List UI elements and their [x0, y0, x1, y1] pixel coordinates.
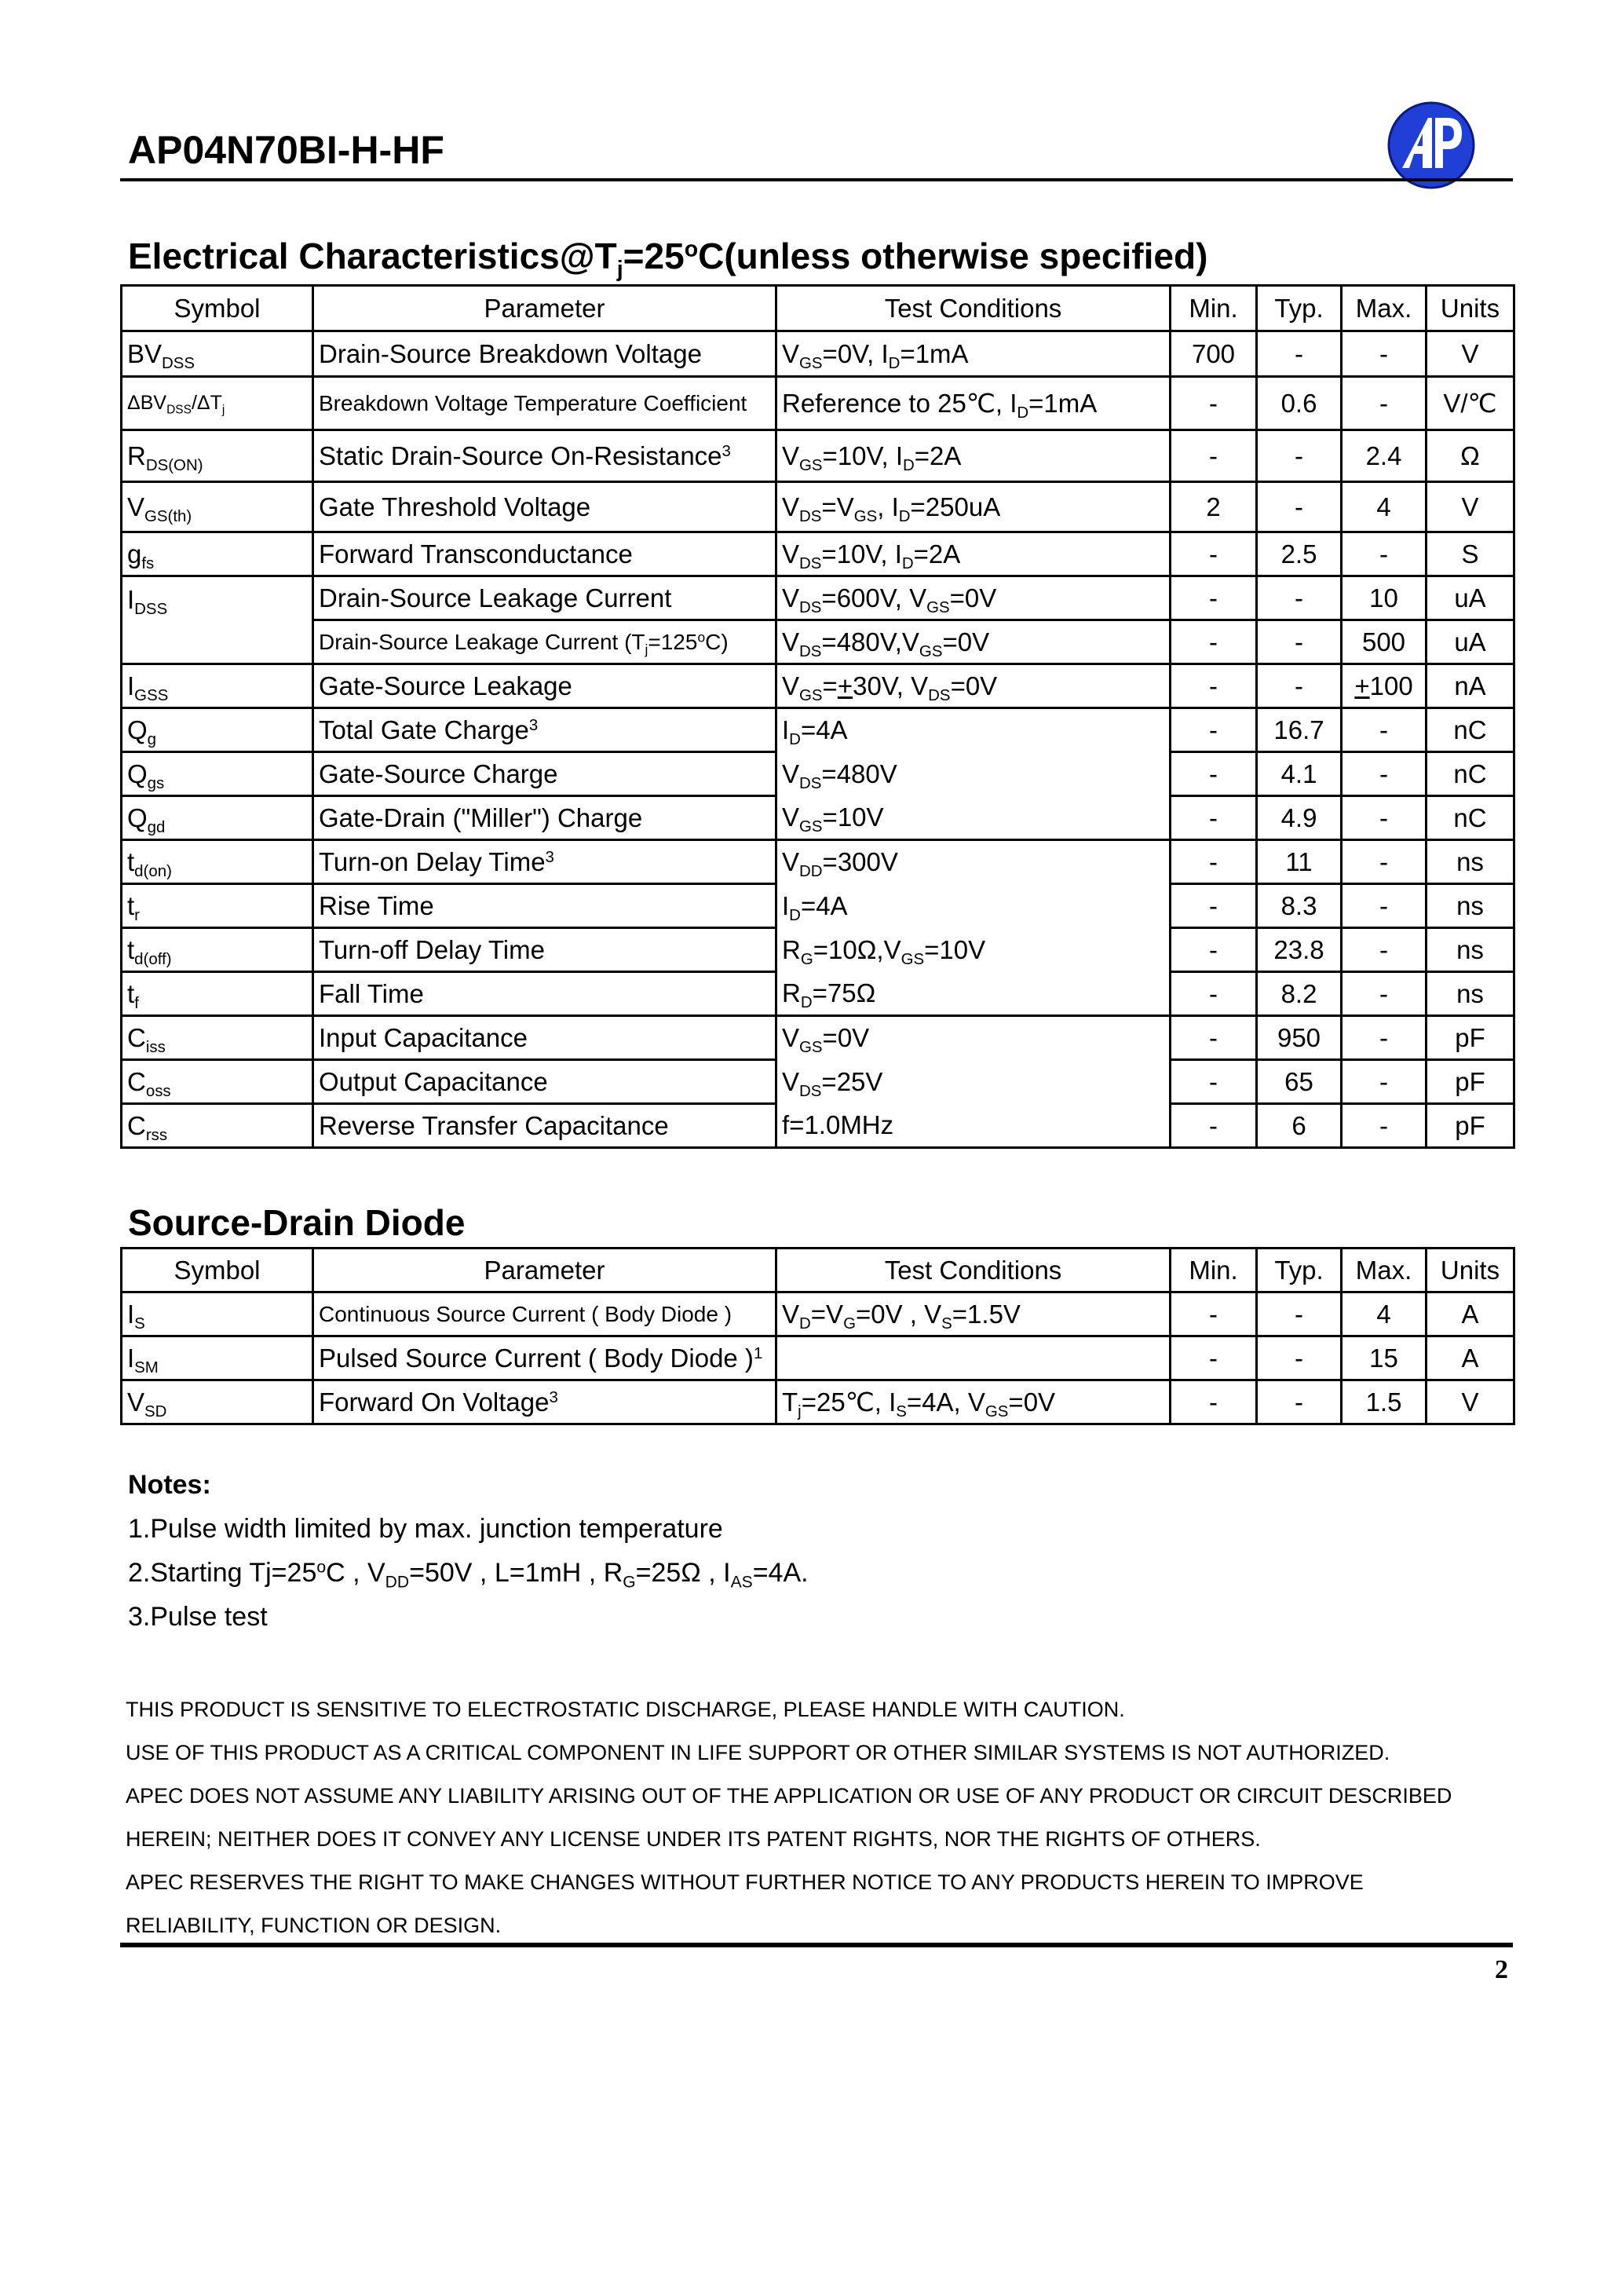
min-cell: -	[1171, 1016, 1257, 1060]
symbol-cell: $V_{SD}$	[122, 1380, 313, 1424]
typ-cell: 4.1	[1257, 752, 1342, 796]
table-row	[122, 972, 1514, 1016]
disclaimer-line: APEC DOES NOT ASSUME ANY LIABILITY ARISING OUT OF THE APPLICATION OR USE OF ANY PRODUCT OR CIRCUIT DESCRIBED	[126, 1784, 1452, 1808]
conditions-cell: $V_D=V_G=0V$ , $V_S=1.5V$	[776, 1292, 1171, 1336]
min-cell: -	[1171, 576, 1257, 620]
typ-cell: 8.3	[1257, 884, 1342, 928]
max-cell: -	[1342, 1016, 1427, 1060]
min-cell: -	[1171, 1380, 1257, 1424]
symbol-cell: $t_f$	[122, 972, 313, 1016]
table-row	[122, 884, 1514, 928]
table-row	[122, 430, 1514, 482]
table-row	[122, 928, 1514, 972]
max-cell: 500	[1342, 620, 1427, 664]
table-row	[122, 840, 1514, 884]
units-cell: nC	[1427, 708, 1514, 752]
table-row	[122, 377, 1514, 430]
max-cell: 1.5	[1342, 1380, 1427, 1424]
min-cell: -	[1171, 708, 1257, 752]
disclaimer	[126, 1688, 1507, 1947]
min-cell: -	[1171, 532, 1257, 576]
table-header-row	[122, 286, 1514, 331]
parameter-cell: Rise Time	[313, 884, 776, 928]
min-cell: -	[1171, 1336, 1257, 1380]
min-cell: -	[1171, 1060, 1257, 1104]
units-cell: V/℃	[1427, 377, 1514, 430]
symbol-cell: $R_{DS(ON)}$	[122, 430, 313, 482]
typ-cell: 0.6	[1257, 377, 1342, 430]
symbol-cell: $V_{GS(th)}$	[122, 482, 313, 532]
symbol-cell: $C_{iss}$	[122, 1016, 313, 1060]
units-cell: ns	[1427, 928, 1514, 972]
units-cell: ns	[1427, 840, 1514, 884]
conditions-cell	[776, 1336, 1171, 1380]
table-row	[122, 664, 1514, 708]
parameter-cell: Continuous Source Current ( Body Diode )	[313, 1292, 776, 1336]
disclaimer-line: HEREIN; NEITHER DOES IT CONVEY ANY LICENSE UNDER ITS PATENT RIGHTS, NOR THE RIGHTS OF OTHERS.	[126, 1827, 1261, 1851]
disclaimer-line: THIS PRODUCT IS SENSITIVE TO ELECTROSTATIC DISCHARGE, PLEASE HANDLE WITH CAUTION.	[126, 1698, 1125, 1721]
units-cell: A	[1427, 1336, 1514, 1380]
min-cell: -	[1171, 972, 1257, 1016]
header-max: Max.	[1342, 1249, 1427, 1292]
header-min: Min.	[1171, 1249, 1257, 1292]
symbol-cell: $I_S$	[122, 1292, 313, 1336]
typ-cell: -	[1257, 430, 1342, 482]
electrical-characteristics-table	[120, 284, 1515, 1149]
parameter-cell: Drain-Source Breakdown Voltage	[313, 331, 776, 377]
parameter-cell: Static Drain-Source On-Resistance$^3$	[313, 430, 776, 482]
parameter-cell: Gate-Source Charge	[313, 752, 776, 796]
symbol-cell: $Q_{gs}$	[122, 752, 313, 796]
conditions-cell: $R_D=75\Omega$	[776, 972, 1171, 1016]
conditions-cell: $V_{DS}=480V,V_{GS}=0V$	[776, 620, 1171, 664]
typ-cell: -	[1257, 664, 1342, 708]
note-1: 1.Pulse width limited by max. junction temperature	[128, 1514, 723, 1544]
symbol-cell: $BV_{DSS}$	[122, 331, 313, 377]
conditions-cell: f=1.0MHz	[776, 1104, 1171, 1148]
table-row	[122, 752, 1514, 796]
table-row	[122, 1380, 1514, 1424]
symbol-cell: $Q_g$	[122, 708, 313, 752]
max-cell: 10	[1342, 576, 1427, 620]
conditions-cell: $I_D=4A$	[776, 884, 1171, 928]
page-number: 2	[1495, 1955, 1508, 1984]
header-units: Units	[1427, 286, 1514, 331]
units-cell: pF	[1427, 1060, 1514, 1104]
parameter-cell: Drain-Source Leakage Current	[313, 576, 776, 620]
units-cell: pF	[1427, 1104, 1514, 1148]
min-cell: -	[1171, 664, 1257, 708]
header-units: Units	[1427, 1249, 1514, 1292]
typ-cell: 23.8	[1257, 928, 1342, 972]
units-cell: V	[1427, 331, 1514, 377]
conditions-cell: $V_{GS}=0V$	[776, 1016, 1171, 1060]
typ-cell: 11	[1257, 840, 1342, 884]
table-row	[122, 1336, 1514, 1380]
parameter-cell: Forward On Voltage$^3$	[313, 1380, 776, 1424]
table-row	[122, 1292, 1514, 1336]
table-row	[122, 1104, 1514, 1148]
min-cell: -	[1171, 1104, 1257, 1148]
parameter-cell: Output Capacitance	[313, 1060, 776, 1104]
units-cell: S	[1427, 532, 1514, 576]
max-cell: -	[1342, 1060, 1427, 1104]
typ-cell: 4.9	[1257, 796, 1342, 840]
typ-cell: -	[1257, 1336, 1342, 1380]
symbol-cell: $C_{oss}$	[122, 1060, 313, 1104]
symbol-cell: $I_{DSS}$	[122, 576, 313, 664]
table-row	[122, 796, 1514, 840]
parameter-cell: Total Gate Charge$^3$	[313, 708, 776, 752]
max-cell: -	[1342, 532, 1427, 576]
parameter-cell: Turn-on Delay Time$^3$	[313, 840, 776, 884]
units-cell: ns	[1427, 884, 1514, 928]
table-row	[122, 532, 1514, 576]
header-min: Min.	[1171, 286, 1257, 331]
typ-cell: -	[1257, 1292, 1342, 1336]
header-typ: Typ.	[1257, 1249, 1342, 1292]
source-drain-diode-table	[120, 1247, 1515, 1425]
header-symbol: Symbol	[122, 1249, 313, 1292]
typ-cell: 8.2	[1257, 972, 1342, 1016]
max-cell: -	[1342, 884, 1427, 928]
max-cell: -	[1342, 928, 1427, 972]
parameter-cell: Input Capacitance	[313, 1016, 776, 1060]
table-header-row	[122, 1249, 1514, 1292]
conditions-cell: $V_{DS}=V_{GS}$, $I_D=250uA$	[776, 482, 1171, 532]
min-cell: -	[1171, 1292, 1257, 1336]
symbol-cell: $C_{rss}$	[122, 1104, 313, 1148]
units-cell: uA	[1427, 620, 1514, 664]
typ-cell: 2.5	[1257, 532, 1342, 576]
parameter-cell: Reverse Transfer Capacitance	[313, 1104, 776, 1148]
min-cell: -	[1171, 752, 1257, 796]
conditions-cell: $V_{DS}=600V$, $V_{GS}=0V$	[776, 576, 1171, 620]
max-cell: +100	[1342, 664, 1427, 708]
parameter-cell: Fall Time	[313, 972, 776, 1016]
parameter-cell: Pulsed Source Current ( Body Diode )$^1$	[313, 1336, 776, 1380]
max-cell: 15	[1342, 1336, 1427, 1380]
max-cell: 4	[1342, 1292, 1427, 1336]
symbol-cell: $I_{GSS}$	[122, 664, 313, 708]
min-cell: -	[1171, 796, 1257, 840]
parameter-cell: Gate Threshold Voltage	[313, 482, 776, 532]
conditions-cell: $V_{DS}=10V$, $I_D=2A$	[776, 532, 1171, 576]
header-rule	[120, 178, 1513, 181]
header-test-conditions: Test Conditions	[776, 1249, 1171, 1292]
typ-cell: -	[1257, 482, 1342, 532]
table-row	[122, 331, 1514, 377]
table-row	[122, 1060, 1514, 1104]
conditions-cell: $V_{DD}=300V$	[776, 840, 1171, 884]
max-cell: -	[1342, 331, 1427, 377]
part-number-title: AP04N70BI-H-HF	[128, 128, 444, 172]
table-row	[122, 708, 1514, 752]
min-cell: -	[1171, 928, 1257, 972]
disclaimer-line: APEC RESERVES THE RIGHT TO MAKE CHANGES WITHOUT FURTHER NOTICE TO ANY PRODUCTS HEREIN TO IMPROVE	[126, 1870, 1364, 1894]
disclaimer-line: USE OF THIS PRODUCT AS A CRITICAL COMPONENT IN LIFE SUPPORT OR OTHER SIMILAR SYSTEMS IS NOT AUTHORIZED.	[126, 1741, 1390, 1764]
units-cell: nC	[1427, 796, 1514, 840]
symbol-cell: $I_{SM}$	[122, 1336, 313, 1380]
conditions-cell: $V_{GS}=0V$, $I_D=1mA$	[776, 331, 1171, 377]
min-cell: 700	[1171, 331, 1257, 377]
symbol-cell: $\Delta BV_{DSS}/\Delta T_j$	[122, 377, 313, 430]
max-cell: -	[1342, 1104, 1427, 1148]
footer-rule	[120, 1943, 1513, 1947]
units-cell: nA	[1427, 664, 1514, 708]
note-3: 3.Pulse test	[128, 1602, 268, 1632]
max-cell: 2.4	[1342, 430, 1427, 482]
conditions-cell: $V_{DS}=25V$	[776, 1060, 1171, 1104]
symbol-cell: $t_r$	[122, 884, 313, 928]
typ-cell: 950	[1257, 1016, 1342, 1060]
table-row	[122, 576, 1514, 620]
conditions-cell: Reference to 25℃, $I_D=1mA$	[776, 377, 1171, 430]
note-2: 2.Starting $Tj=25^oC$ , $V_{DD}=50V$ , L=1mH , $R_G=25\Omega$ , $I_{AS}=4A$.	[128, 1558, 809, 1592]
header-parameter: Parameter	[313, 1249, 776, 1292]
min-cell: -	[1171, 884, 1257, 928]
min-cell: 2	[1171, 482, 1257, 532]
parameter-cell: Gate-Drain ("Miller") Charge	[313, 796, 776, 840]
max-cell: 4	[1342, 482, 1427, 532]
header-parameter: Parameter	[313, 286, 776, 331]
typ-cell: -	[1257, 576, 1342, 620]
symbol-cell: $t_{d(on)}$	[122, 840, 313, 884]
max-cell: -	[1342, 377, 1427, 430]
symbol-cell: $t_{d(off)}$	[122, 928, 313, 972]
max-cell: -	[1342, 708, 1427, 752]
parameter-cell: Gate-Source Leakage	[313, 664, 776, 708]
units-cell: V	[1427, 1380, 1514, 1424]
max-cell: -	[1342, 972, 1427, 1016]
parameter-cell: Drain-Source Leakage Current $(T_j=125^oC)$	[313, 620, 776, 664]
conditions-cell: $V_{GS}=+30V$, $V_{DS}=0V$	[776, 664, 1171, 708]
parameter-cell: Breakdown Voltage Temperature Coefficient	[313, 377, 776, 430]
symbol-cell: $g_{fs}$	[122, 532, 313, 576]
min-cell: -	[1171, 840, 1257, 884]
max-cell: -	[1342, 752, 1427, 796]
disclaimer-line: RELIABILITY, FUNCTION OR DESIGN.	[126, 1914, 502, 1937]
conditions-cell: $V_{DS}=480V$	[776, 752, 1171, 796]
units-cell: A	[1427, 1292, 1514, 1336]
min-cell: -	[1171, 377, 1257, 430]
conditions-cell: $V_{GS}=10V$	[776, 796, 1171, 840]
units-cell: Ω	[1427, 430, 1514, 482]
parameter-cell: Forward Transconductance	[313, 532, 776, 576]
electrical-characteristics-title: Electrical $Characteristics@T_j=25^oC(unless$ otherwise specified)	[128, 236, 1208, 282]
units-cell: nC	[1427, 752, 1514, 796]
typ-cell: -	[1257, 1380, 1342, 1424]
min-cell: -	[1171, 430, 1257, 482]
units-cell: uA	[1427, 576, 1514, 620]
conditions-cell: $R_G=10\Omega,V_{GS}=10V$	[776, 928, 1171, 972]
symbol-cell: $Q_{gd}$	[122, 796, 313, 840]
table-row	[122, 620, 1514, 664]
header-typ: Typ.	[1257, 286, 1342, 331]
header-symbol: Symbol	[122, 286, 313, 331]
table-row	[122, 1016, 1514, 1060]
conditions-cell: $I_D=4A$	[776, 708, 1171, 752]
header-test-conditions: Test Conditions	[776, 286, 1171, 331]
typ-cell: -	[1257, 620, 1342, 664]
units-cell: ns	[1427, 972, 1514, 1016]
units-cell: V	[1427, 482, 1514, 532]
units-cell: pF	[1427, 1016, 1514, 1060]
typ-cell: 6	[1257, 1104, 1342, 1148]
table-row	[122, 482, 1514, 532]
max-cell: -	[1342, 796, 1427, 840]
typ-cell: 65	[1257, 1060, 1342, 1104]
typ-cell: 16.7	[1257, 708, 1342, 752]
header-max: Max.	[1342, 286, 1427, 331]
source-drain-diode-title: Source-Drain Diode	[128, 1202, 466, 1243]
parameter-cell: Turn-off Delay Time	[313, 928, 776, 972]
min-cell: -	[1171, 620, 1257, 664]
conditions-cell: $T_j=25℃$, $I_S=4A$, $V_{GS}=0V$	[776, 1380, 1171, 1424]
typ-cell: -	[1257, 331, 1342, 377]
notes-title: Notes:	[128, 1470, 211, 1500]
max-cell: -	[1342, 840, 1427, 884]
conditions-cell: $V_{GS}=10V$, $I_D=2A$	[776, 430, 1171, 482]
